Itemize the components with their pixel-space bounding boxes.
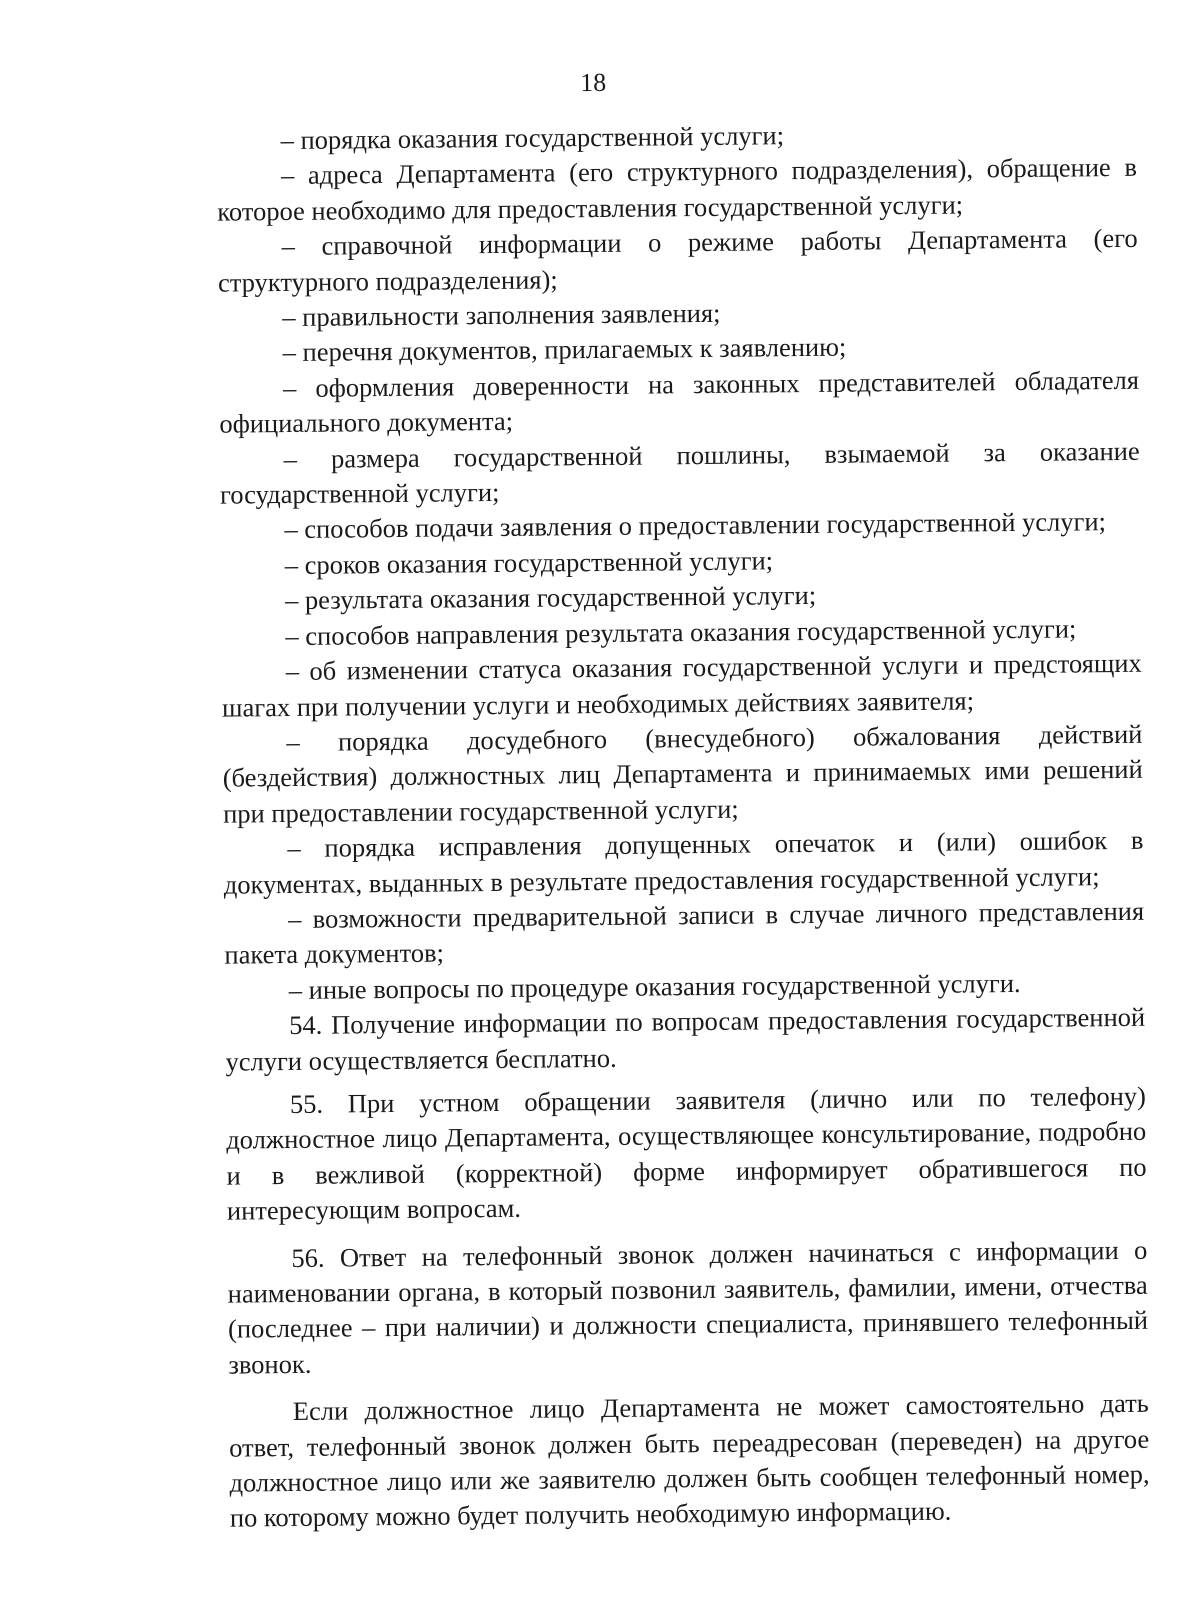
list-item: – правильности заполнения заявления; [282,297,721,333]
paragraph-redirect: Если должностное лицо Департамента не может самостоятельно дать ответ, телефонный звонок должен быть переадресован (переведен) на другое должностное лицо или же заявителю должен быть сообщен телефонный номер, по которому можно будет получить необходимую информацию. [229,1387,1150,1534]
list-item: – размера государственной пошлины, взымаемой за оказание государственной услуги; [219,435,1140,510]
paragraph-56: 56. Ответ на телефонный звонок должен начинаться с информации о наименовании органа, в который позвонил заявитель, фамилии, имени, отчества (последнее – при наличии) и должности специалиста, принявшего телефонный звонок. [227,1234,1149,1380]
paragraph-55: 55. При устном обращении заявителя (лично или по телефону) должностное лицо Департамента, осуществляющее консультирование, подробно и в вежливой (корректной) форме информирует обратившегося по интересующим вопросам. [226,1080,1147,1226]
list-item: – перечня документов, прилагаемых к заявлению; [282,332,847,368]
list-item: – справочной информации о режиме работы Департамента (его структурного подразделения); [217,223,1138,298]
list-item: – порядка досудебного (внесудебного) обжалования действий (бездействия) должностных лиц Департамента и принимаемых ими решений при предоставлении государственной услуги; [222,718,1143,829]
list-item: – способов направления результата оказания государственной услуги; [285,613,1077,651]
list-item: – сроков оказания государственной услуги; [284,545,774,580]
list-item: – оформления доверенности на законных представителей обладателя официального документа; [219,364,1140,439]
document-body [216,115,1150,1537]
list-item: – порядка исправления допущенных опечаток и (или) ошибок в документах, выданных в результате предоставления государственной услуги; [223,824,1144,900]
list-item: – порядка оказания государственной услуги; [280,120,785,156]
list-item: – адреса Департамента (его структурного подразделения), обращение в которое необходимо для предоставления государственной услуги; [217,152,1138,227]
paragraph-54: 54. Получение информации по вопросам предоставления государственной услуги осуществляется бесплатно. [225,1001,1146,1077]
list-item: – способов подачи заявления о предоставлении государственной услуги; [284,506,1107,545]
list-item: – об изменении статуса оказания государственной услуги и предстоящих шагах при получении услуги и необходимых действиях заявителя; [221,647,1142,723]
list-item: – иные вопросы по процедуре оказания государственной услуги. [288,967,1021,1005]
list-item: – возможности предварительной записи в случае личного представления пакета документов; [224,895,1145,970]
list-item: – результата оказания государственной услуги; [284,580,817,616]
page-number: 18 [579,67,607,98]
